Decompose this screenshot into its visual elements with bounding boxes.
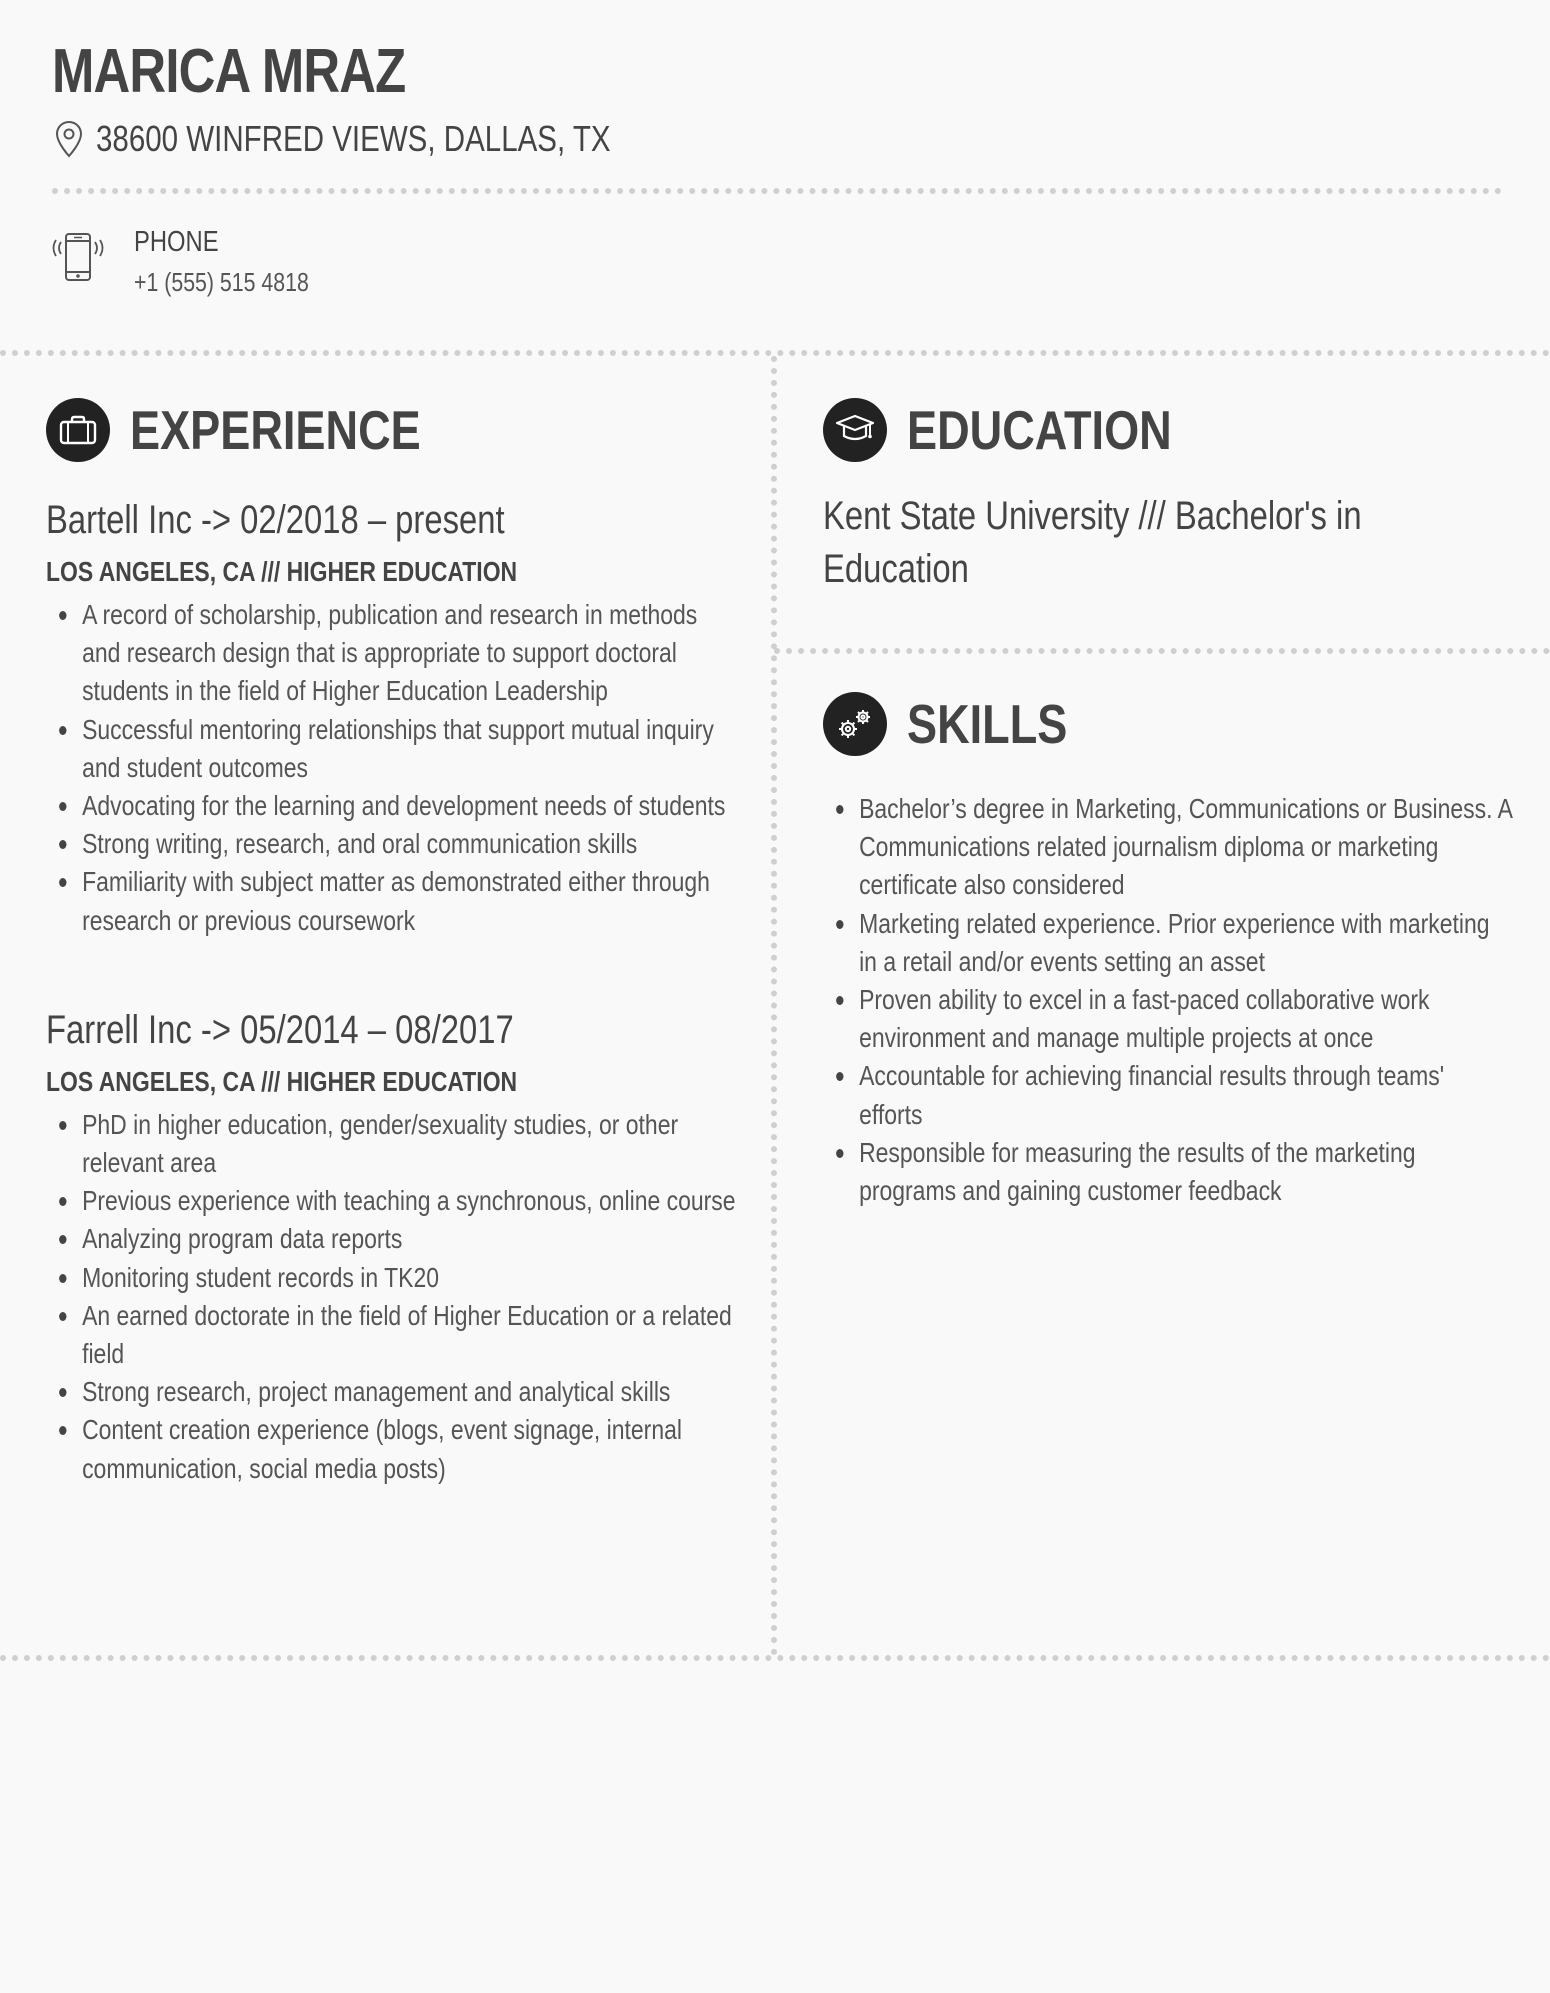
list-item: Proven ability to excel in a fast-paced collaborative work environment and manage multiple projects at once — [859, 981, 1513, 1057]
job-meta: LOS ANGELES, CA /// HIGHER EDUCATION — [46, 1065, 518, 1097]
list-item: Advocating for the learning and development needs of students — [82, 787, 736, 825]
gears-icon — [834, 705, 876, 743]
contact-details — [134, 222, 347, 302]
job-entry — [46, 490, 736, 940]
skills-heading — [823, 692, 1103, 756]
phone-number: +1 (555) 515 4818 — [134, 267, 309, 297]
header-divider — [52, 188, 1502, 194]
education-title: EDUCATION — [907, 399, 1172, 461]
list-item: Responsible for measuring the results of the marketing programs and gaining customer feedback — [859, 1134, 1513, 1210]
address-text: 38600 WINFRED VIEWS, DALLAS, TX — [96, 118, 611, 159]
education-skills-divider — [774, 648, 1550, 654]
experience-heading — [46, 398, 485, 462]
job-bullets — [46, 596, 736, 940]
contact-phone — [52, 222, 347, 302]
list-item: Strong writing, research, and oral communication skills — [82, 825, 736, 863]
skills-title: SKILLS — [907, 693, 1068, 755]
job-bullets-box — [46, 596, 736, 940]
list-item: PhD in higher education, gender/sexuality studies, or other relevant area — [82, 1106, 736, 1182]
job-spacer — [46, 940, 736, 1000]
list-item: Accountable for achieving financial results through teams' efforts — [859, 1057, 1513, 1133]
education-heading — [823, 398, 1230, 462]
list-item: Marketing related experience. Prior experience with marketing in a retail and/or events setting an asset — [859, 905, 1513, 981]
phone-label: PHONE — [134, 226, 219, 258]
job-bullets — [46, 1106, 736, 1488]
skills-badge — [823, 692, 887, 756]
job-entry — [46, 1000, 736, 1488]
address-row — [52, 114, 724, 164]
list-item: Familiarity with subject matter as demonstrated either through research or previous coursework — [82, 863, 736, 939]
job-title: Bartell Inc -> 02/2018 – present — [46, 498, 505, 542]
job-bullets-box — [46, 1106, 736, 1488]
list-item: Monitoring student records in TK20 — [82, 1259, 736, 1297]
list-item: An earned doctorate in the field of Higher Education or a related field — [82, 1297, 736, 1373]
list-item: Analyzing program data reports — [82, 1220, 736, 1258]
experience-title: EXPERIENCE — [130, 399, 421, 461]
list-item: Content creation experience (blogs, event signage, internal communication, social media posts) — [82, 1411, 736, 1487]
job-meta: LOS ANGELES, CA /// HIGHER EDUCATION — [46, 556, 518, 587]
section-divider-bottom — [0, 1655, 1550, 1661]
skills-bullets-box — [823, 790, 1513, 1210]
skills-section — [823, 790, 1513, 1210]
experience-section — [46, 490, 736, 1488]
list-item: Bachelor’s degree in Marketing, Communications or Business. A Communications related journalism diploma or marketing certificate also considered — [859, 790, 1513, 905]
column-divider — [771, 356, 777, 1656]
candidate-name: MARICA MRAZ — [52, 37, 406, 106]
list-item: Successful mentoring relationships that support mutual inquiry and student outcomes — [82, 711, 736, 787]
education-entry-box — [823, 490, 1513, 596]
skills-bullets — [823, 790, 1513, 1210]
list-item: Strong research, project management and analytical skills — [82, 1373, 736, 1411]
education-badge — [823, 398, 887, 462]
education-entry: Kent State University /// Bachelor's in Education — [823, 494, 1362, 591]
resume-header — [52, 30, 1502, 159]
list-item: A record of scholarship, publication and research in methods and research design that is appropriate to support doctoral students in the field of Higher Education Leadership — [82, 596, 736, 711]
job-title: Farrell Inc -> 05/2014 – 08/2017 — [46, 1007, 514, 1052]
list-item: Previous experience with teaching a synchronous, online course — [82, 1182, 736, 1220]
experience-badge — [46, 398, 110, 462]
map-pin-icon — [52, 119, 86, 159]
smartphone-icon — [52, 230, 104, 286]
education-section — [823, 490, 1513, 596]
graduation-cap-icon — [835, 413, 875, 447]
briefcase-icon — [59, 415, 97, 445]
